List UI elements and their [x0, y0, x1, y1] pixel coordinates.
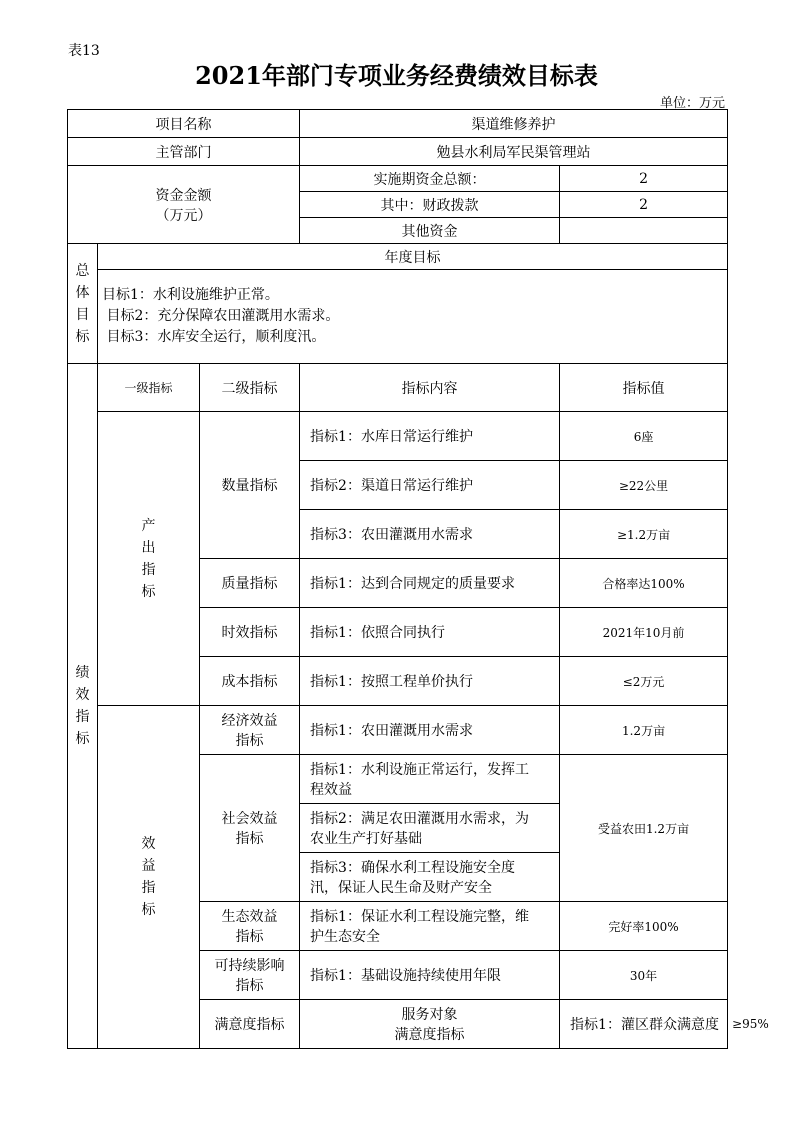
header-value: 指标值 — [560, 364, 728, 412]
funds-total-label: 实施期资金总额： — [300, 166, 560, 192]
funds-total-value: 2 — [560, 166, 728, 192]
indicator-value: 6座 — [560, 412, 728, 461]
indicator-content: 指标3：农田灌溉用水需求 — [300, 510, 560, 559]
table-number: 表13 — [68, 43, 100, 59]
indicator-value: 受益农田1.2万亩 — [560, 755, 728, 902]
indicator-content: 指标3：确保水利工程设施安全度 汛，保证人民生命及财产安全 — [300, 853, 560, 902]
header-content: 指标内容 — [300, 364, 560, 412]
indicator-content: 指标1：达到合同规定的质量要求 — [300, 559, 560, 608]
indicator-content: 指标1：灌区群众满意度 — [560, 1000, 728, 1049]
page-title: 2021年部门专项业务经费绩效目标表 — [195, 61, 598, 90]
funds-label: 资金金额 （万元） — [68, 166, 300, 244]
row-annual-goal-header — [68, 244, 728, 270]
funds-fiscal-value: 2 — [560, 192, 728, 218]
indicator-content: 指标2：满足农田灌溉用水需求，为 农业生产打好基础 — [300, 804, 560, 853]
table-row — [68, 412, 728, 461]
goal-item: 目标1：水利设施维护正常。 — [102, 287, 279, 303]
funds-fiscal-label: 其中：财政拨款 — [300, 192, 560, 218]
project-name-value: 渠道维修养护 — [300, 110, 728, 138]
department-value: 勉县水利局军民渠管理站 — [300, 138, 728, 166]
benefit-indicator-label: 效 益 指 标 — [98, 706, 200, 1049]
quality-indicator-label: 质量指标 — [200, 559, 300, 608]
output-indicator-label: 产 出 指 标 — [98, 412, 200, 706]
social-indicator-label: 社会效益 指标 — [200, 755, 300, 902]
indicator-value: 完好率100% — [560, 902, 728, 951]
indicator-content: 指标1：水库日常运行维护 — [300, 412, 560, 461]
indicator-value: 2021年10月前 — [560, 608, 728, 657]
goal-item: 目标3：水库安全运行，顺利度汛。 — [102, 329, 326, 345]
row-project-name — [68, 110, 728, 138]
indicator-value: ≥1.2万亩 — [560, 510, 728, 559]
indicator-content: 指标1：按照工程单价执行 — [300, 657, 560, 706]
header-level2: 二级指标 — [200, 364, 300, 412]
economic-indicator-label: 经济效益 指标 — [200, 706, 300, 755]
row-department — [68, 138, 728, 166]
funds-other-value — [560, 218, 728, 244]
indicator-content: 指标1：农田灌溉用水需求 — [300, 706, 560, 755]
overall-goal-label: 总 体 目 标 — [68, 244, 98, 364]
indicator-value: 30年 — [560, 951, 728, 1000]
indicator-content: 指标1：依照合同执行 — [300, 608, 560, 657]
indicator-content: 指标1：保证水利工程设施完整，维 护生态安全 — [300, 902, 560, 951]
indicator-value: 1.2万亩 — [560, 706, 728, 755]
annual-goal-label: 年度目标 — [98, 244, 728, 270]
header-level1: 一级指标 — [98, 364, 200, 412]
performance-target-table — [67, 109, 769, 1049]
quantity-indicator-label: 数量指标 — [200, 412, 300, 559]
table-row — [68, 706, 728, 755]
indicator-content: 指标1：基础设施持续使用年限 — [300, 951, 560, 1000]
time-indicator-label: 时效指标 — [200, 608, 300, 657]
indicator-value: ≤2万元 — [560, 657, 728, 706]
indicator-value: ≥22公里 — [560, 461, 728, 510]
satisfaction-indicator-label: 满意度指标 — [200, 1000, 300, 1049]
funds-other-label: 其他资金 — [300, 218, 560, 244]
satisfaction-sub-label: 服务对象 满意度指标 — [300, 1000, 560, 1049]
annual-goals-text — [98, 270, 728, 364]
row-funds-total — [68, 166, 728, 192]
performance-indicator-label: 绩 效 指 标 — [68, 364, 98, 1049]
row-indicator-headers — [68, 364, 728, 412]
sustain-indicator-label: 可持续影响 指标 — [200, 951, 300, 1000]
unit-label: 单位：万元 — [659, 96, 725, 111]
indicator-value: 合格率达100% — [560, 559, 728, 608]
project-name-label: 项目名称 — [68, 110, 300, 138]
cost-indicator-label: 成本指标 — [200, 657, 300, 706]
indicator-content: 指标2：渠道日常运行维护 — [300, 461, 560, 510]
eco-indicator-label: 生态效益 指标 — [200, 902, 300, 951]
goal-item: 目标2：充分保障农田灌溉用水需求。 — [102, 308, 340, 324]
indicator-content: 指标1：水利设施正常运行，发挥工 程效益 — [300, 755, 560, 804]
row-annual-goals — [68, 270, 728, 364]
table-row: 满意度指标 服务对象 满意度指标 指标1：灌区群众满意度 ≥95% — [68, 1000, 728, 1049]
department-label: 主管部门 — [68, 138, 300, 166]
